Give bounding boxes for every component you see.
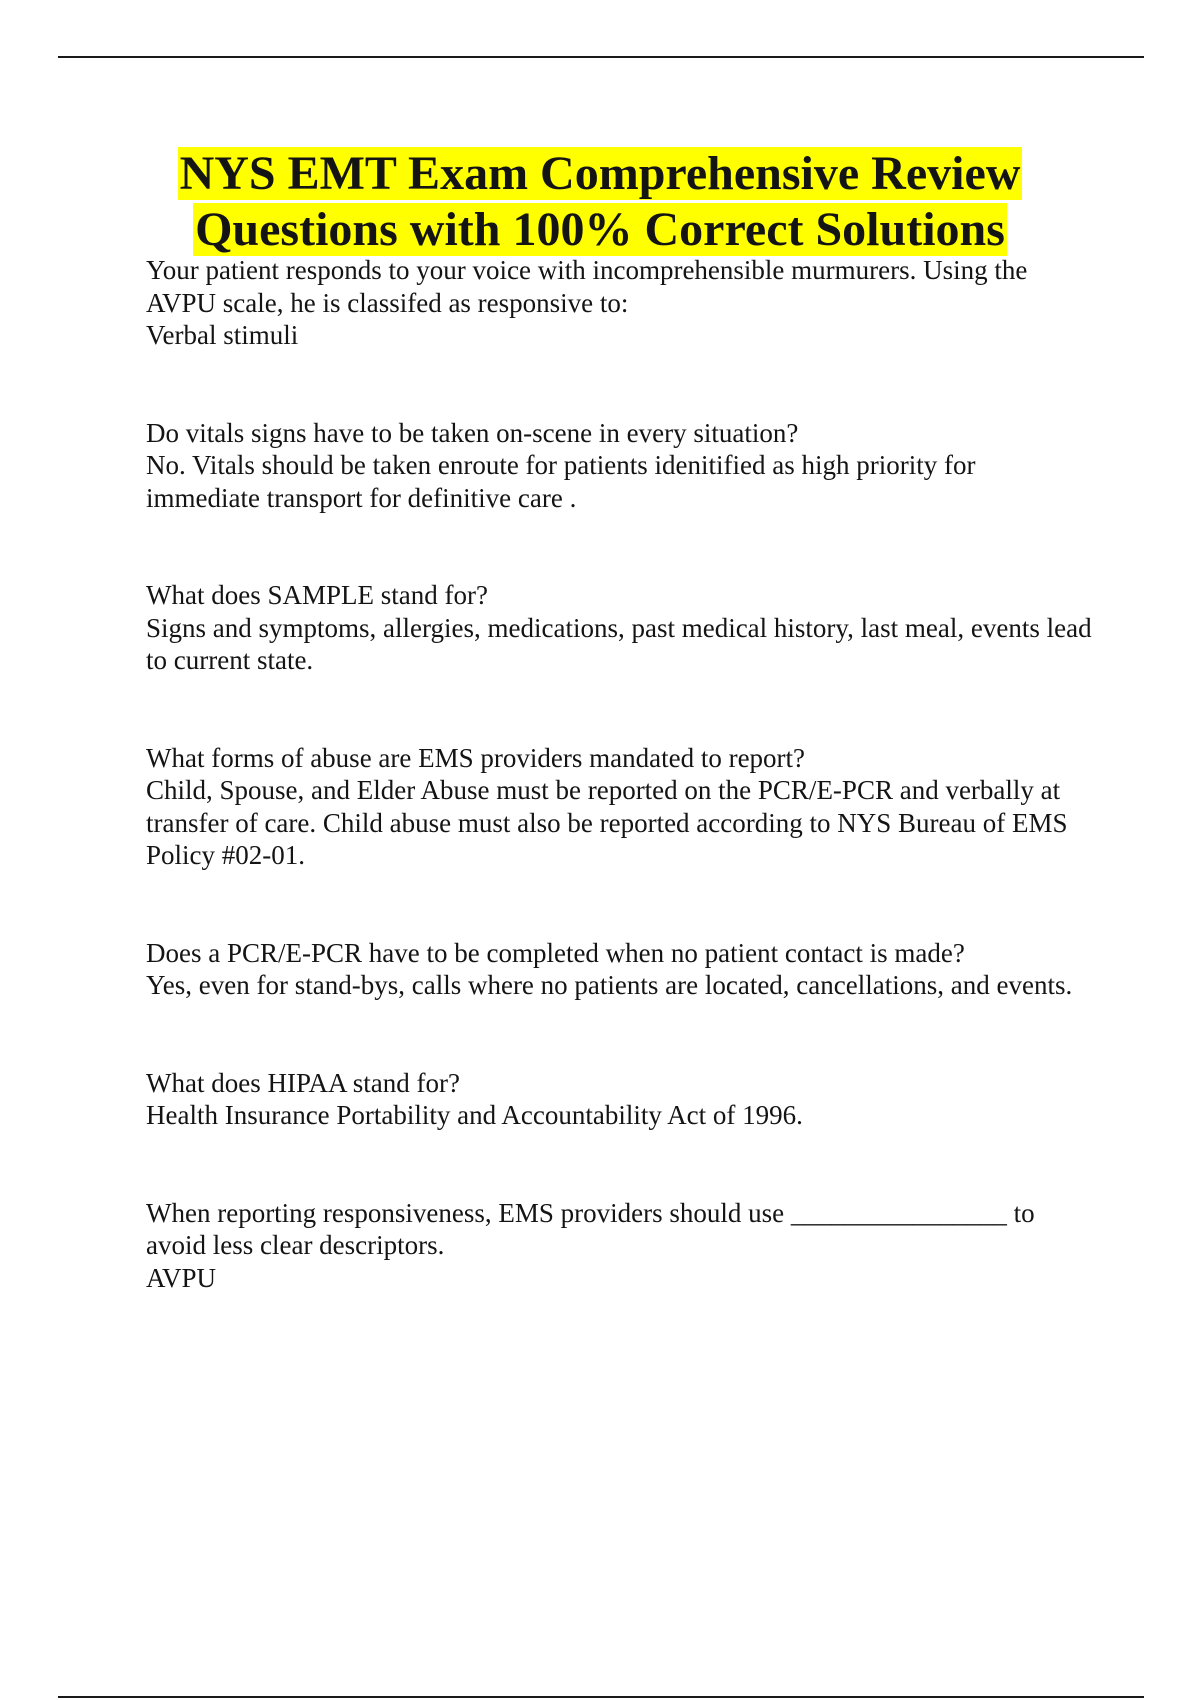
answer-text: Yes, even for stand-bys, calls where no patients are located, cancellations, and events. bbox=[146, 970, 1073, 1000]
question-text: Does a PCR/E-PCR have to be completed when no patient contact is made? bbox=[146, 937, 965, 968]
answer-text: No. Vitals should be taken enroute for patients idenitified as high priority for immediate transport for definitive care . bbox=[146, 450, 976, 513]
question-text: Do vitals signs have to be taken on-scene in every situation? bbox=[146, 417, 799, 448]
footer-rule bbox=[58, 1696, 1144, 1698]
qa-list bbox=[146, 254, 1096, 1359]
question-text: What forms of abuse are EMS providers mandated to report? bbox=[146, 742, 806, 773]
answer-text: Health Insurance Portability and Accountability Act of 1996. bbox=[146, 1100, 803, 1130]
qa-item bbox=[146, 1197, 1096, 1295]
question-text: What does HIPAA stand for? bbox=[146, 1067, 460, 1098]
answer-text: Child, Spouse, and Elder Abuse must be reported on the PCR/E-PCR and verbally at transfer of care. Child abuse must also be reported according to NYS Bureau of EMS Policy #02-01. bbox=[146, 775, 1068, 870]
answer-text: AVPU bbox=[146, 1262, 217, 1293]
answer-text: Verbal stimuli bbox=[146, 320, 299, 350]
header-rule bbox=[58, 56, 1144, 58]
question-text: Your patient responds to your voice with incomprehensible murmurers. Using the AVPU scale, he is classifed as responsive to: bbox=[146, 255, 1028, 318]
title-line-1: NYS EMT Exam Comprehensive Review bbox=[179, 147, 1021, 200]
qa-item bbox=[146, 579, 1096, 677]
answer-text: Signs and symptoms, allergies, medications, past medical history, last meal, events lead to current state. bbox=[146, 612, 1092, 675]
qa-item bbox=[146, 254, 1096, 352]
title-line-2: Questions with 100% Correct Solutions bbox=[195, 203, 1005, 256]
qa-item bbox=[146, 417, 1096, 515]
qa-item bbox=[146, 742, 1096, 872]
document-title bbox=[0, 146, 1200, 258]
question-text: When reporting responsiveness, EMS providers should use ________________ to avoid less clear descriptors. bbox=[146, 1197, 1042, 1260]
qa-item bbox=[146, 1067, 1096, 1132]
question-text: What does SAMPLE stand for? bbox=[146, 580, 488, 610]
qa-item bbox=[146, 937, 1096, 1002]
